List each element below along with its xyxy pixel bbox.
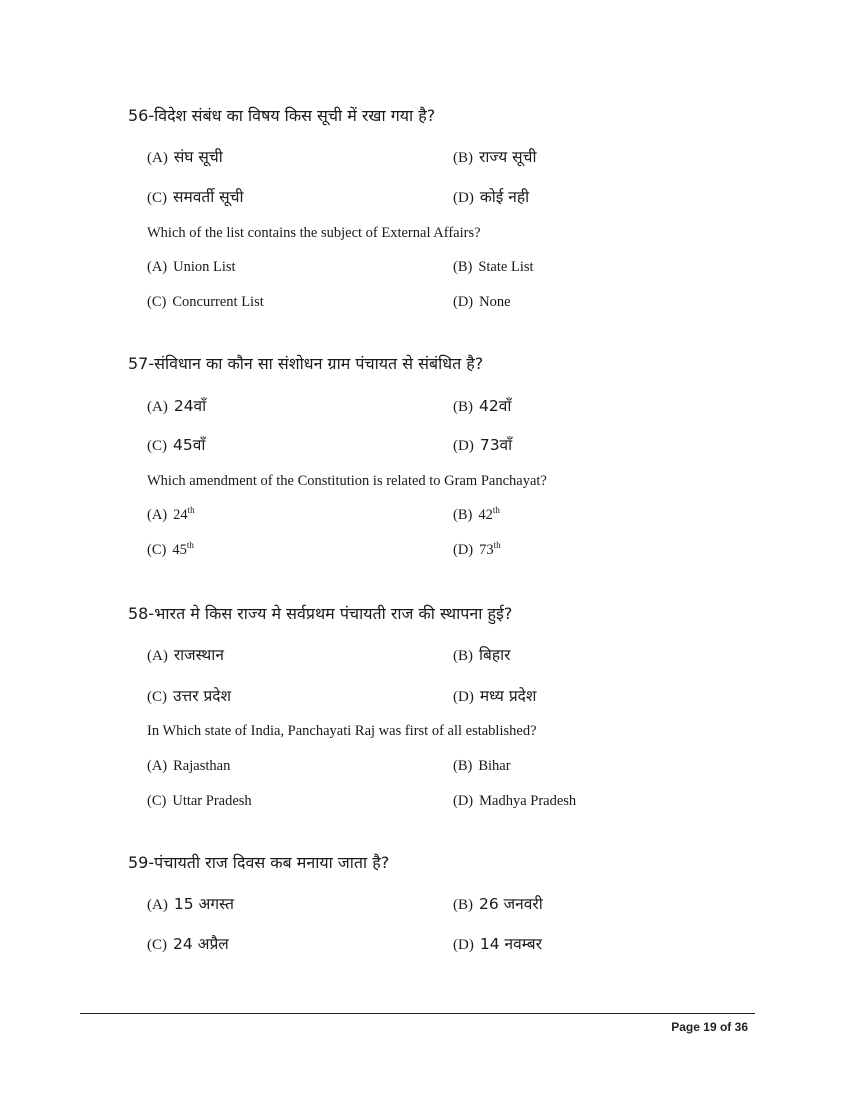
q59-hi-option-b[interactable] xyxy=(453,892,543,914)
q57-hi-option-b[interactable] xyxy=(453,394,511,416)
option-text: 73 xyxy=(479,542,494,558)
option-label: (B) xyxy=(453,259,473,275)
q56-en-option-c[interactable] xyxy=(147,294,264,311)
option-label: (A) xyxy=(147,507,168,523)
option-label: (D) xyxy=(453,294,474,310)
option-text: समवर्ती सूची xyxy=(173,188,244,206)
question-57-english: Which amendment of the Constitution is related to Gram Panchayat? xyxy=(147,473,547,489)
ordinal-suffix: th xyxy=(492,505,500,516)
q57-hi-option-a[interactable] xyxy=(147,394,206,416)
q59-hi-option-d[interactable] xyxy=(453,932,542,954)
question-56-english: Which of the list contains the subject of External Affairs? xyxy=(147,225,481,241)
option-label: (B) xyxy=(453,150,473,166)
q58-hi-option-c[interactable] xyxy=(147,684,231,706)
option-text: 45 xyxy=(172,542,187,558)
option-label: (A) xyxy=(147,399,168,415)
option-label: (A) xyxy=(147,648,168,664)
option-text: राज्य सूची xyxy=(479,148,537,166)
option-label: (D) xyxy=(453,689,474,705)
q58-en-option-d[interactable] xyxy=(453,793,576,810)
question-57-hindi: 57-संविधान का कौन सा संशोधन ग्राम पंचायत से संबंधित है? xyxy=(128,354,484,373)
q57-hi-option-d[interactable] xyxy=(453,433,512,455)
q57-en-option-c[interactable] xyxy=(147,542,194,559)
option-label: (C) xyxy=(147,190,167,206)
question-59-hindi: 59-पंचायती राज दिवस कब मनाया जाता है? xyxy=(128,853,390,872)
q58-hi-option-a[interactable] xyxy=(147,643,224,665)
option-label: (D) xyxy=(453,937,474,953)
q56-hi-option-a[interactable] xyxy=(147,145,223,167)
option-label: (C) xyxy=(147,294,167,310)
option-label: (A) xyxy=(147,758,168,774)
option-text: 24वाँ xyxy=(173,397,207,415)
footer-divider xyxy=(80,1013,755,1014)
page-number xyxy=(671,1020,748,1034)
q57-en-option-b[interactable] xyxy=(453,507,500,524)
question-58-english: In Which state of India, Panchayati Raj was first of all established? xyxy=(147,723,537,739)
option-label: (C) xyxy=(147,689,167,705)
q58-hi-option-b[interactable] xyxy=(453,643,510,665)
question-58-hindi: 58-भारत मे किस राज्य मे सर्वप्रथम पंचायती राज की स्थापना हुई? xyxy=(128,604,513,623)
q56-hi-option-d[interactable] xyxy=(453,185,529,207)
option-label: (A) xyxy=(147,897,168,913)
option-label: (A) xyxy=(147,259,168,275)
current-page: 19 xyxy=(703,1020,717,1034)
option-label: (C) xyxy=(147,793,167,809)
option-text: 24 xyxy=(173,507,188,523)
q58-en-option-b[interactable] xyxy=(453,758,511,775)
option-label: (C) xyxy=(147,438,167,454)
option-text: Concurrent List xyxy=(172,294,264,310)
option-text: 42 xyxy=(478,507,493,523)
q57-en-option-d[interactable] xyxy=(453,542,501,559)
option-label: (B) xyxy=(453,758,473,774)
q59-hi-option-a[interactable] xyxy=(147,892,234,914)
option-text: Bihar xyxy=(478,758,511,774)
option-label: (D) xyxy=(453,793,474,809)
q57-en-option-a[interactable] xyxy=(147,507,195,524)
option-label: (D) xyxy=(453,438,474,454)
of-word: of xyxy=(719,1020,732,1034)
option-text: None xyxy=(479,294,511,310)
option-label: (C) xyxy=(147,937,167,953)
option-text: Union List xyxy=(173,259,236,275)
option-text: Madhya Pradesh xyxy=(479,793,577,809)
option-label: (D) xyxy=(453,542,474,558)
option-text: राजस्थान xyxy=(173,646,224,664)
option-text: Uttar Pradesh xyxy=(172,793,252,809)
option-text: मध्य प्रदेश xyxy=(479,687,537,705)
ordinal-suffix: th xyxy=(187,505,195,516)
option-text: बिहार xyxy=(479,646,511,664)
q58-hi-option-d[interactable] xyxy=(453,684,536,706)
option-label: (D) xyxy=(453,190,474,206)
q58-en-option-a[interactable] xyxy=(147,758,230,775)
option-text: कोई नही xyxy=(479,188,530,206)
q56-en-option-a[interactable] xyxy=(147,259,236,276)
option-text: उत्तर प्रदेश xyxy=(173,687,232,705)
q56-en-option-b[interactable] xyxy=(453,259,534,276)
q58-en-option-c[interactable] xyxy=(147,793,252,810)
q56-hi-option-b[interactable] xyxy=(453,145,536,167)
option-label: (C) xyxy=(147,542,167,558)
option-text: 15 अगस्त xyxy=(173,895,234,913)
option-text: संघ सूची xyxy=(173,148,223,166)
ordinal-suffix: th xyxy=(493,540,501,551)
option-label: (B) xyxy=(453,648,473,664)
option-text: 24 अप्रैल xyxy=(173,935,229,953)
option-text: 42वाँ xyxy=(479,397,512,415)
page-word: Page xyxy=(671,1020,700,1034)
q57-hi-option-c[interactable] xyxy=(147,433,205,455)
q56-hi-option-c[interactable] xyxy=(147,185,243,207)
option-label: (A) xyxy=(147,150,168,166)
option-text: 73वाँ xyxy=(479,436,513,454)
option-label: (B) xyxy=(453,507,473,523)
q59-hi-option-c[interactable] xyxy=(147,932,229,954)
total-pages: 36 xyxy=(734,1020,748,1034)
option-text: 26 जनवरी xyxy=(479,895,543,913)
q56-en-option-d[interactable] xyxy=(453,294,511,311)
question-56-hindi: 56-विदेश संबंध का विषय किस सूची में रखा गया है? xyxy=(128,106,436,125)
option-label: (B) xyxy=(453,897,473,913)
ordinal-suffix: th xyxy=(186,540,194,551)
option-text: 45वाँ xyxy=(173,436,206,454)
option-text: 14 नवम्बर xyxy=(479,935,542,953)
option-label: (B) xyxy=(453,399,473,415)
option-text: Rajasthan xyxy=(173,758,231,774)
option-text: State List xyxy=(478,259,534,275)
